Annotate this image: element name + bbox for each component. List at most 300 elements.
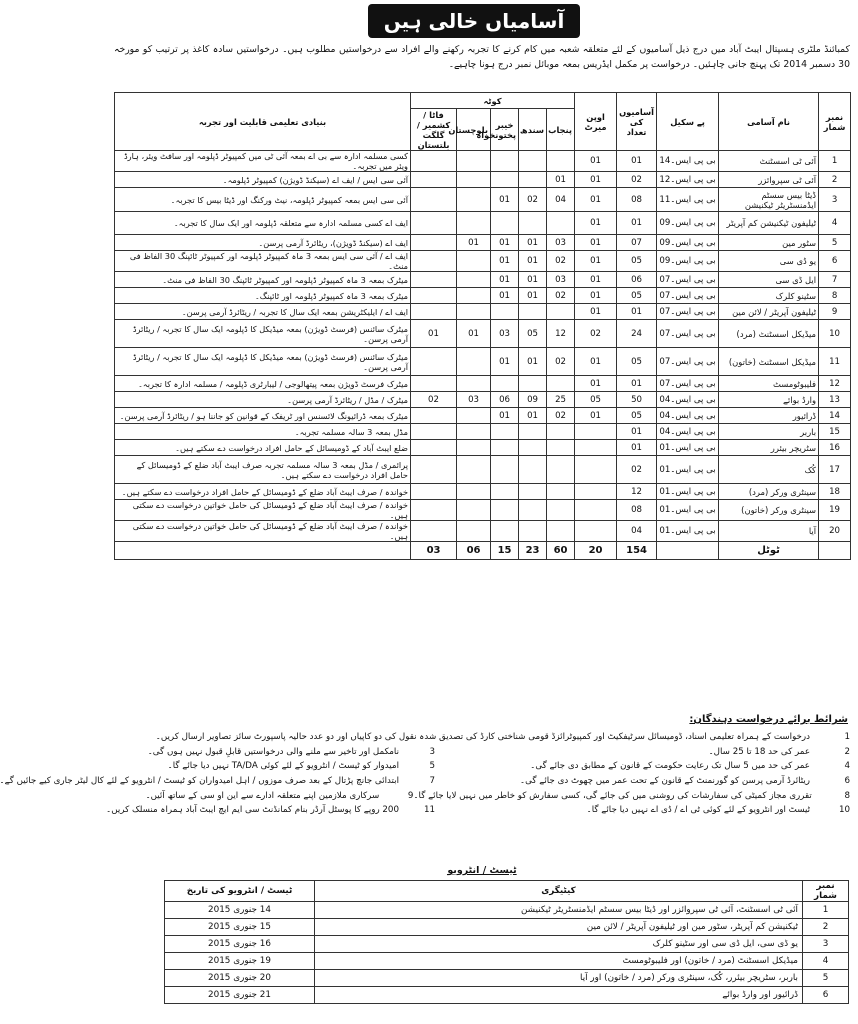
cell-fata bbox=[411, 408, 457, 424]
table-row bbox=[115, 320, 851, 348]
header-sindh: سندھ bbox=[519, 109, 547, 151]
cell-sindh bbox=[519, 212, 547, 235]
cell-kpk bbox=[491, 456, 519, 484]
cell-qual: میٹرک / مڈل / ریٹائرڈ آرمی پرسن۔ bbox=[115, 392, 411, 408]
cell-kpk: 03 bbox=[491, 320, 519, 348]
condition-text: امیدوار کو ٹیسٹ / انٹرویو کے لئے کوئی TA/DA نہیں دیا جائے گا۔ bbox=[167, 761, 399, 772]
cell-balochistan bbox=[457, 521, 491, 542]
cell-qual: ایف اے کسی مسلمہ ادارہ سے متعلقہ ڈپلومہ اور ایک سال کا تجربہ۔ bbox=[115, 212, 411, 235]
cell-open: 01 bbox=[575, 151, 617, 172]
cell-punjab bbox=[547, 500, 575, 521]
tests-cell-sn: 2 bbox=[803, 919, 849, 936]
table-row bbox=[115, 348, 851, 376]
cell-qual: پرائمری / مڈل بمعہ 3 سالہ مسلمہ تجربہ صرف ایبٹ آباد ضلع کے ڈومیسائل کے حامل افراد درخواست دے سکتے ہیں۔ bbox=[115, 456, 411, 484]
cell-punjab: 02 bbox=[547, 288, 575, 304]
cell-scale: بی پی ایس۔07 bbox=[657, 272, 719, 288]
conditions-title: شرائط برائے درخواست دہندگان: bbox=[689, 714, 848, 725]
header-kpk: خیبر پختونخواہ bbox=[491, 109, 519, 151]
header-post: نام آسامی bbox=[719, 93, 819, 151]
cell-kpk bbox=[491, 151, 519, 172]
cell-post: سٹریچر بیئرر bbox=[719, 440, 819, 456]
cell-fata bbox=[411, 304, 457, 320]
cell-kpk bbox=[491, 376, 519, 392]
cell-open: 01 bbox=[575, 188, 617, 212]
condition-number: 3 bbox=[429, 746, 435, 757]
cell-fata bbox=[411, 424, 457, 440]
cell-sindh bbox=[519, 304, 547, 320]
condition-number: 4 bbox=[844, 761, 850, 772]
header-balochistan: بلوچستان bbox=[457, 109, 491, 151]
tests-row bbox=[165, 987, 849, 1004]
cell-post: آئی ٹی اسسٹنٹ bbox=[719, 151, 819, 172]
cell-kpk bbox=[491, 500, 519, 521]
cell-qual: خواندہ / صرف ایبٹ آباد ضلع کے ڈومیسائل کی حامل خواتین درخواست دے سکتی ہیں۔ bbox=[115, 521, 411, 542]
cell-count: 01 bbox=[617, 440, 657, 456]
cell-fata bbox=[411, 188, 457, 212]
cell-sn: 15 bbox=[819, 424, 851, 440]
cell-qual: میٹرک بمعہ 3 ماہ کمپیوٹر ڈپلومہ اور کمپیوٹر ٹائپنگ 30 الفاظ فی منٹ۔ bbox=[115, 272, 411, 288]
total-balochistan: 06 bbox=[457, 542, 491, 560]
cell-balochistan bbox=[457, 456, 491, 484]
header-qualification: بنیادی تعلیمی قابلیت اور تجربہ bbox=[115, 93, 411, 151]
cell-punjab bbox=[547, 456, 575, 484]
table-row bbox=[115, 188, 851, 212]
total-blank bbox=[819, 542, 851, 560]
cell-punjab: 02 bbox=[547, 251, 575, 272]
tests-cell-sn: 4 bbox=[803, 953, 849, 970]
tests-cell-category: ٹیکنیشن کم آپریٹر، سٹور مین اور ٹیلیفون آپریٹر / لائن مین bbox=[315, 919, 803, 936]
cell-balochistan bbox=[457, 348, 491, 376]
cell-open: 01 bbox=[575, 304, 617, 320]
total-punjab: 60 bbox=[547, 542, 575, 560]
table-row bbox=[115, 456, 851, 484]
cell-open bbox=[575, 456, 617, 484]
header-fata: فاٹا / کشمیر / گلگت بلتستان bbox=[411, 109, 457, 151]
cell-count: 01 bbox=[617, 424, 657, 440]
cell-count: 05 bbox=[617, 408, 657, 424]
cell-sindh: 01 bbox=[519, 251, 547, 272]
cell-post: سٹور مین bbox=[719, 235, 819, 251]
total-fata: 03 bbox=[411, 542, 457, 560]
cell-punjab bbox=[547, 304, 575, 320]
tests-row bbox=[165, 953, 849, 970]
total-blank2 bbox=[657, 542, 719, 560]
table-row bbox=[115, 172, 851, 188]
cell-post: ایل ڈی سی bbox=[719, 272, 819, 288]
cell-sn: 16 bbox=[819, 440, 851, 456]
cell-qual: میٹرک بمعہ 3 ماہ کمپیوٹر ڈپلومہ اور ٹائپنگ۔ bbox=[115, 288, 411, 304]
tests-header-category: کیٹیگری bbox=[315, 881, 803, 902]
cell-sindh bbox=[519, 376, 547, 392]
cell-kpk bbox=[491, 304, 519, 320]
cell-fata bbox=[411, 172, 457, 188]
header-scale: پے سکیل bbox=[657, 93, 719, 151]
cell-balochistan: 01 bbox=[457, 235, 491, 251]
table-row bbox=[115, 304, 851, 320]
cell-scale: بی پی ایس۔09 bbox=[657, 251, 719, 272]
cell-sindh bbox=[519, 484, 547, 500]
tests-row bbox=[165, 970, 849, 987]
total-count: 154 bbox=[617, 542, 657, 560]
cell-open: 05 bbox=[575, 392, 617, 408]
cell-post: آئی ٹی سپروائزر bbox=[719, 172, 819, 188]
table-row bbox=[115, 440, 851, 456]
tests-cell-category: آئی ٹی اسسٹنٹ، آئی ٹی سپروائزر اور ڈیٹا بیس سسٹم ایڈمنسٹریٹر ٹیکنیشن bbox=[315, 902, 803, 919]
condition-text: نامکمل اور تاخیر سے ملنے والی درخواستیں قابلِ قبول نہیں ہوں گی۔ bbox=[147, 746, 399, 757]
tests-cell-sn: 1 bbox=[803, 902, 849, 919]
cell-sindh bbox=[519, 500, 547, 521]
table-row bbox=[115, 424, 851, 440]
cell-kpk: 01 bbox=[491, 188, 519, 212]
cell-count: 01 bbox=[617, 151, 657, 172]
cell-open bbox=[575, 440, 617, 456]
condition-number: 6 bbox=[844, 776, 850, 787]
cell-balochistan: 01 bbox=[457, 320, 491, 348]
condition-text: عمر کی حد میں 5 سال تک رعایت حکومت کے قانون کے مطابق دی جائے گی۔ bbox=[530, 761, 810, 772]
cell-count: 12 bbox=[617, 484, 657, 500]
condition-number: 1 bbox=[844, 732, 850, 743]
cell-count: 50 bbox=[617, 392, 657, 408]
cell-scale: بی پی ایس۔07 bbox=[657, 304, 719, 320]
cell-sn: 8 bbox=[819, 288, 851, 304]
cell-punjab bbox=[547, 484, 575, 500]
cell-kpk: 06 bbox=[491, 392, 519, 408]
condition-row bbox=[114, 759, 850, 774]
cell-fata bbox=[411, 521, 457, 542]
cell-open: 01 bbox=[575, 348, 617, 376]
table-row bbox=[115, 251, 851, 272]
cell-sindh: 02 bbox=[519, 188, 547, 212]
table-row bbox=[115, 235, 851, 251]
cell-qual: خواندہ / صرف ایبٹ آباد ضلع کے ڈومیسائل کے حامل افراد درخواست دے سکتے ہیں۔ bbox=[115, 484, 411, 500]
cell-count: 05 bbox=[617, 288, 657, 304]
cell-kpk bbox=[491, 172, 519, 188]
cell-balochistan bbox=[457, 424, 491, 440]
cell-kpk: 01 bbox=[491, 348, 519, 376]
cell-fata: 01 bbox=[411, 320, 457, 348]
cell-fata bbox=[411, 456, 457, 484]
condition-row bbox=[114, 745, 850, 760]
cell-kpk bbox=[491, 212, 519, 235]
page-title: آسامیاں خالی ہیں bbox=[368, 4, 580, 38]
cell-scale: بی پی ایس۔07 bbox=[657, 288, 719, 304]
tests-row bbox=[165, 936, 849, 953]
cell-sn: 7 bbox=[819, 272, 851, 288]
cell-qual: ایف اے (سیکنڈ ڈویژن)، ریٹائرڈ آرمی پرسن۔ bbox=[115, 235, 411, 251]
condition-row bbox=[106, 803, 850, 818]
header-punjab: پنجاب bbox=[547, 109, 575, 151]
cell-scale: بی پی ایس۔07 bbox=[657, 320, 719, 348]
condition-number: 9 bbox=[407, 790, 414, 801]
cell-balochistan bbox=[457, 440, 491, 456]
cell-qual: میٹرک سائنس (فرسٹ ڈویژن) بمعہ میڈیکل کا ڈپلومہ ایک سال کا تجربہ / ریٹائرڈ آرمی پرسن۔ bbox=[115, 348, 411, 376]
tests-cell-date: 15 جنوری 2015 bbox=[165, 919, 315, 936]
table-row bbox=[115, 521, 851, 542]
cell-sindh: 05 bbox=[519, 320, 547, 348]
cell-balochistan bbox=[457, 212, 491, 235]
cell-balochistan bbox=[457, 304, 491, 320]
cell-open: 01 bbox=[575, 408, 617, 424]
cell-post: سینٹری ورکر (خاتون) bbox=[719, 500, 819, 521]
cell-fata bbox=[411, 212, 457, 235]
cell-qual: آئی سی ایس / ایف اے (سیکنڈ ڈویژن) کمپیوٹر ڈپلومہ۔ bbox=[115, 172, 411, 188]
cell-kpk: 01 bbox=[491, 251, 519, 272]
cell-kpk bbox=[491, 424, 519, 440]
cell-qual: میٹرک فرسٹ ڈویژن بمعہ پیتھالوجی / لیبارٹری ڈپلومہ / مسلمہ ادارہ کا تجربہ۔ bbox=[115, 376, 411, 392]
tests-header-serial: نمبر شمار bbox=[803, 881, 849, 902]
cell-sindh: 09 bbox=[519, 392, 547, 408]
table-row bbox=[115, 408, 851, 424]
cell-fata bbox=[411, 500, 457, 521]
cell-punjab: 02 bbox=[547, 408, 575, 424]
condition-number: 5 bbox=[429, 761, 435, 772]
cell-post: میڈیکل اسسٹنٹ (خاتون) bbox=[719, 348, 819, 376]
cell-scale: بی پی ایس۔04 bbox=[657, 424, 719, 440]
cell-scale: بی پی ایس۔04 bbox=[657, 408, 719, 424]
cell-qual: میٹرک بمعہ ڈرائیونگ لائسنس اور ٹریفک کے قوانین کو جاننا ہو / ریٹائرڈ آرمی پرسن۔ bbox=[115, 408, 411, 424]
tests-cell-sn: 5 bbox=[803, 970, 849, 987]
cell-post: سٹینو کلرک bbox=[719, 288, 819, 304]
cell-punjab bbox=[547, 376, 575, 392]
cell-scale: بی پی ایس۔01 bbox=[657, 521, 719, 542]
condition-row bbox=[114, 730, 850, 745]
cell-post: سینٹری ورکر (مرد) bbox=[719, 484, 819, 500]
cell-sn: 6 bbox=[819, 251, 851, 272]
cell-kpk bbox=[491, 484, 519, 500]
cell-kpk: 01 bbox=[491, 288, 519, 304]
cell-balochistan bbox=[457, 188, 491, 212]
condition-text: 200 روپے کا پوسٹل آرڈر بنام کمانڈنٹ سی ایم ایچ ایبٹ آباد ہمراہ منسلک کریں۔ bbox=[106, 805, 399, 816]
cell-sindh: 01 bbox=[519, 288, 547, 304]
cell-balochistan bbox=[457, 408, 491, 424]
cell-sn: 13 bbox=[819, 392, 851, 408]
cell-post: کُک bbox=[719, 456, 819, 484]
cell-qual: ضلع ایبٹ آباد کے ڈومیسائل کے حامل افراد درخواست دے سکتے ہیں۔ bbox=[115, 440, 411, 456]
cell-scale: بی پی ایس۔01 bbox=[657, 484, 719, 500]
condition-text: ریٹائرڈ آرمی پرسن کو گورنمنٹ کے قانون کے تحت عمر میں چھوٹ دی جائے گی۔ bbox=[520, 776, 810, 787]
header-count: آسامیوں کی تعداد bbox=[617, 93, 657, 151]
table-row bbox=[115, 484, 851, 500]
cell-fata bbox=[411, 235, 457, 251]
cell-count: 05 bbox=[617, 251, 657, 272]
cell-open: 01 bbox=[575, 251, 617, 272]
tests-cell-date: 21 جنوری 2015 bbox=[165, 987, 315, 1004]
cell-sindh bbox=[519, 424, 547, 440]
condition-text: ٹیسٹ اور انٹرویو کے لئے کوئی ٹی اے / ڈی اے نہیں دیا جائے گا۔ bbox=[586, 805, 810, 816]
tests-cell-date: 19 جنوری 2015 bbox=[165, 953, 315, 970]
cell-count: 24 bbox=[617, 320, 657, 348]
cell-count: 01 bbox=[617, 376, 657, 392]
intro-text: کمبائنڈ ملٹری ہسپتال ایبٹ آباد میں درج ذیل آسامیوں کے لئے متعلقہ شعبہ میں کام کرنے کا تجربہ رکھنے والے افراد سے درخواستیں مطلوب ہیں۔ درخواستیں سادہ کاغذ پر ترتیب کو مورخہ 30 دسمبر 2014 تک پہنچ جانی چاہئیں۔ درخواست پر مکمل ایڈریس بمعہ موبائل نمبر درج ہونا چاہیے۔ bbox=[114, 44, 850, 70]
tests-cell-date: 16 جنوری 2015 bbox=[165, 936, 315, 953]
cell-open bbox=[575, 424, 617, 440]
cell-scale: بی پی ایس۔01 bbox=[657, 456, 719, 484]
tests-header-date: ٹیسٹ / انٹرویو کی تاریخ bbox=[165, 881, 315, 902]
tests-cell-category: باربر، سٹریچر بیئرر، کُک، سینٹری ورکر (مرد / خاتون) اور آیا bbox=[315, 970, 803, 987]
cell-balochistan bbox=[457, 272, 491, 288]
cell-sindh bbox=[519, 440, 547, 456]
cell-punjab: 03 bbox=[547, 272, 575, 288]
table-row bbox=[115, 151, 851, 172]
cell-fata bbox=[411, 440, 457, 456]
table-row bbox=[115, 376, 851, 392]
cell-balochistan bbox=[457, 251, 491, 272]
cell-fata bbox=[411, 376, 457, 392]
cell-post: یو ڈی سی bbox=[719, 251, 819, 272]
total-kpk: 15 bbox=[491, 542, 519, 560]
cell-balochistan bbox=[457, 151, 491, 172]
cell-fata bbox=[411, 348, 457, 376]
cell-fata bbox=[411, 288, 457, 304]
cell-balochistan: 03 bbox=[457, 392, 491, 408]
conditions-list bbox=[0, 730, 850, 818]
table-row bbox=[115, 500, 851, 521]
condition-text: درخواست کے ہمراہ تعلیمی اسناد، ڈومیسائل سرٹیفکیٹ اور کمپیوٹرائزڈ قومی شناختی کارڈ کی تصدیق شدہ نقول کی دو کاپیاں اور دو عدد حالیہ پاسپورٹ سائز تصاویر ارسال کریں۔ bbox=[155, 732, 810, 743]
cell-sn: 12 bbox=[819, 376, 851, 392]
cell-sindh bbox=[519, 151, 547, 172]
cell-kpk bbox=[491, 521, 519, 542]
cell-sindh: 01 bbox=[519, 408, 547, 424]
cell-qual: ایف اے / ایلیکٹریشن بمعہ ایک سال کا تجربہ / ریٹائرڈ آرمی پرسن۔ bbox=[115, 304, 411, 320]
cell-kpk: 01 bbox=[491, 272, 519, 288]
cell-count: 06 bbox=[617, 272, 657, 288]
cell-scale: بی پی ایس۔07 bbox=[657, 348, 719, 376]
cell-count: 01 bbox=[617, 212, 657, 235]
cell-sindh: 01 bbox=[519, 235, 547, 251]
cell-punjab: 02 bbox=[547, 348, 575, 376]
table-row bbox=[115, 288, 851, 304]
cell-sindh: 01 bbox=[519, 272, 547, 288]
cell-post: میڈیکل اسسٹنٹ (مرد) bbox=[719, 320, 819, 348]
cell-sn: 20 bbox=[819, 521, 851, 542]
cell-qual: ایف اے / آئی سی ایس بمعہ 3 ماہ کمپیوٹر ڈپلومہ اور کمپیوٹر ٹائپنگ 30 الفاظ فی منٹ۔ bbox=[115, 251, 411, 272]
tests-row bbox=[165, 919, 849, 936]
cell-sn: 1 bbox=[819, 151, 851, 172]
tests-cell-date: 20 جنوری 2015 bbox=[165, 970, 315, 987]
cell-count: 04 bbox=[617, 521, 657, 542]
cell-post: باربر bbox=[719, 424, 819, 440]
cell-qual: مڈل بمعہ 3 سالہ مسلمہ تجربہ۔ bbox=[115, 424, 411, 440]
tests-row bbox=[165, 902, 849, 919]
cell-open bbox=[575, 521, 617, 542]
cell-qual: کسی مسلمہ ادارہ سے بی اے بمعہ آئی ٹی میں کمپیوٹر ڈپلومہ اور سافٹ ویئر، ہارڈ ویئر میں تجربہ۔ bbox=[115, 151, 411, 172]
cell-punjab bbox=[547, 521, 575, 542]
cell-count: 08 bbox=[617, 188, 657, 212]
condition-number: 7 bbox=[429, 776, 435, 787]
cell-balochistan bbox=[457, 484, 491, 500]
tests-title: ٹیسٹ / انٹرویو bbox=[447, 865, 517, 876]
condition-text: سرکاری ملازمین اپنے متعلقہ ادارے سے این او سی کے ساتھ آئیں۔ bbox=[145, 790, 380, 801]
condition-text: ابتدائی جانچ پڑتال کے بعد صرف موزوں / اہل امیدواران کو ٹیسٹ / انٹرویو کے لئے کال لیٹر جاری کیے جائیں گے۔ bbox=[0, 776, 399, 787]
cell-scale: بی پی ایس۔11 bbox=[657, 188, 719, 212]
cell-sindh bbox=[519, 172, 547, 188]
tests-cell-sn: 6 bbox=[803, 987, 849, 1004]
cell-sn: 17 bbox=[819, 456, 851, 484]
tests-cell-sn: 3 bbox=[803, 936, 849, 953]
total-label: ٹوٹل bbox=[719, 542, 819, 560]
total-open: 20 bbox=[575, 542, 617, 560]
tests-table bbox=[164, 880, 849, 1004]
cell-scale: بی پی ایس۔12 bbox=[657, 172, 719, 188]
cell-post: ٹیلیفون ٹیکنیشن کم آپریٹر bbox=[719, 212, 819, 235]
table-row bbox=[115, 392, 851, 408]
cell-count: 08 bbox=[617, 500, 657, 521]
cell-fata bbox=[411, 272, 457, 288]
cell-count: 01 bbox=[617, 304, 657, 320]
cell-punjab: 04 bbox=[547, 188, 575, 212]
tests-cell-date: 14 جنوری 2015 bbox=[165, 902, 315, 919]
cell-punjab bbox=[547, 212, 575, 235]
cell-fata bbox=[411, 251, 457, 272]
cell-post: آیا bbox=[719, 521, 819, 542]
header-quota: کوٹہ bbox=[411, 93, 575, 109]
vacancies-table bbox=[114, 92, 851, 560]
condition-text: عمر کی حد 18 تا 25 سال۔ bbox=[708, 746, 810, 757]
cell-punjab: 01 bbox=[547, 172, 575, 188]
cell-count: 02 bbox=[617, 456, 657, 484]
table-row bbox=[115, 272, 851, 288]
cell-count: 02 bbox=[617, 172, 657, 188]
cell-punjab bbox=[547, 440, 575, 456]
tests-cell-category: یو ڈی سی، ایل ڈی سی اور سٹینو کلرک bbox=[315, 936, 803, 953]
cell-fata bbox=[411, 484, 457, 500]
cell-kpk: 01 bbox=[491, 408, 519, 424]
cell-sn: 19 bbox=[819, 500, 851, 521]
tests-cell-category: ڈرائیور اور وارڈ بوائے bbox=[315, 987, 803, 1004]
cell-punjab: 25 bbox=[547, 392, 575, 408]
total-row bbox=[115, 542, 851, 560]
cell-punjab bbox=[547, 151, 575, 172]
cell-scale: بی پی ایس۔04 bbox=[657, 392, 719, 408]
cell-kpk bbox=[491, 440, 519, 456]
cell-sn: 2 bbox=[819, 172, 851, 188]
cell-post: ٹیلیفون آپریٹر / لائن مین bbox=[719, 304, 819, 320]
cell-open: 01 bbox=[575, 288, 617, 304]
cell-open bbox=[575, 500, 617, 521]
condition-number: 10 bbox=[838, 805, 850, 816]
total-sindh: 23 bbox=[519, 542, 547, 560]
cell-balochistan bbox=[457, 500, 491, 521]
cell-kpk: 01 bbox=[491, 235, 519, 251]
condition-number: 11 bbox=[423, 805, 435, 816]
cell-scale: بی پی ایس۔09 bbox=[657, 235, 719, 251]
cell-open: 01 bbox=[575, 272, 617, 288]
cell-count: 05 bbox=[617, 348, 657, 376]
cell-open bbox=[575, 484, 617, 500]
header-open-merit: اوپن میرٹ bbox=[575, 93, 617, 151]
tests-cell-category: میڈیکل اسسٹنٹ (مرد / خاتون) اور فلیبوٹومسٹ bbox=[315, 953, 803, 970]
cell-sn: 5 bbox=[819, 235, 851, 251]
cell-punjab bbox=[547, 424, 575, 440]
cell-scale: بی پی ایس۔01 bbox=[657, 440, 719, 456]
cell-balochistan bbox=[457, 376, 491, 392]
cell-post: فلیبوٹومسٹ bbox=[719, 376, 819, 392]
cell-sn: 11 bbox=[819, 348, 851, 376]
condition-row bbox=[0, 774, 850, 789]
condition-text: تقرری مجاز کمیٹی کی سفارشات کی روشنی میں کی جائے گی، کسی سفارش کو خاطر میں نہیں لایا جائے گا۔ bbox=[413, 790, 812, 801]
cell-sn: 10 bbox=[819, 320, 851, 348]
cell-sn: 9 bbox=[819, 304, 851, 320]
cell-post: وارڈ بوائے bbox=[719, 392, 819, 408]
cell-balochistan bbox=[457, 172, 491, 188]
cell-open: 01 bbox=[575, 212, 617, 235]
cell-balochistan bbox=[457, 288, 491, 304]
cell-qual: میٹرک سائنس (فرسٹ ڈویژن) بمعہ میڈیکل کا ڈپلومہ ایک سال کا تجربہ / ریٹائرڈ آرمی پرسن۔ bbox=[115, 320, 411, 348]
cell-punjab: 03 bbox=[547, 235, 575, 251]
cell-post: ڈیٹا بیس سسٹم ایڈمنسٹریٹر ٹیکنیشن bbox=[719, 188, 819, 212]
condition-row bbox=[114, 788, 850, 803]
cell-qual: آئی سی ایس بمعہ کمپیوٹر ڈپلومہ، نیٹ ورکنگ اور ڈیٹا بیس کا تجربہ۔ bbox=[115, 188, 411, 212]
